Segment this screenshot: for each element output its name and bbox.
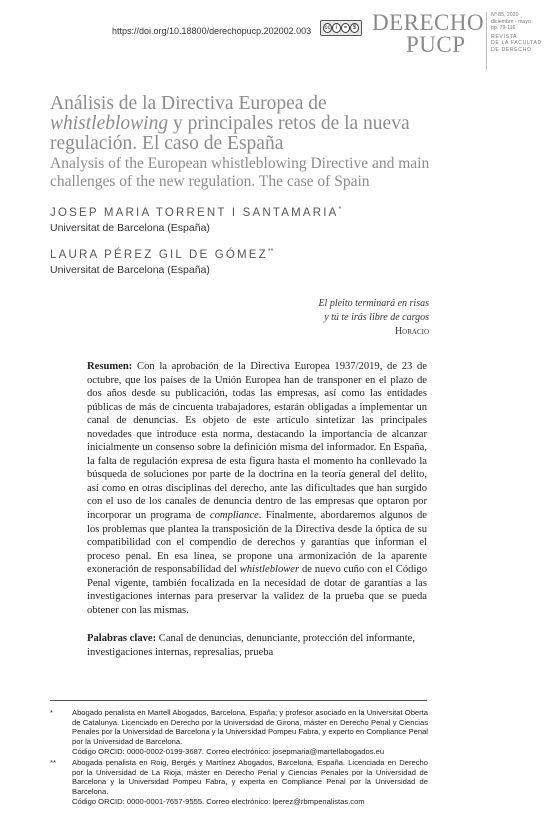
attribution-icon: i — [332, 23, 341, 33]
footnote-2: ** Abogada penalista en Roig, Bergés y Martínez Abogados, Barcelona, España. Licenciada en Derecho por la Universidad de La Rioja, máster en Derecho Penal y Ciencias Penales por la Universidad de Barcelona y la Universidad Pompeu Fabra, y experta en Compliance Penal por la Universidad de Barcelona. Código ORCID: 0000-0001-7657-9555. Correo electrónico: lperez@rbmpenalistas.com — [50, 758, 428, 806]
abstract-label: Resumen: — [87, 361, 133, 372]
footnote-ref-1[interactable]: * — [338, 206, 342, 213]
logo-line-1: DERECHO — [372, 10, 485, 35]
issue-pages: pp. 79-116 — [491, 25, 516, 32]
issue-number: N° 85, 2020 — [491, 12, 519, 18]
abstract: Resumen: Con la aprobación de la Directiva Europea 1937/2019, de 23 de octubre, que los países de la Unión Europea han de transponer en el plazo de dos años desde su publicación, todas las empresas, así como las entidades públicas de más de cincuenta trabajadores, estarán obligadas a implementar un canal de denuncias. Es objeto de este artículo sintetizar las principales novedades que introduce esta norma, destacando la importancia de alcanzar inicialmente un consenso sobre la definición misma del informador. En España, la falta de regulación expresa de esta figura hasta el momento ha conllevado la búsqueda de soluciones por parte de la doctrina en la teoría general del delito, así como en otras disciplinas del derecho, ante las dificultades que han surgido con el uso de los canales de denuncia dentro de las empresas que optaron por incorporar un programa de compliance. Finalmente, abordaremos algunos de los problemas que plantea la transposición de la Directiva desde la óptica de su compatibilidad con el compendio de derechos y garantías que informan el proceso penal. En esa línea, se propone una armonización de la aparente exoneración de responsabilidad del whistleblower de nuevo cuño con el Código Penal vigente, también focalizada en la necesidad de dotar de garantías a las investigaciones internas para preservar la validez de la prueba que se pueda obtener con las mismas. — [87, 361, 427, 616]
logo-divider — [486, 12, 487, 70]
author-1-name: JOSEP MARIA TORRENT I SANTAMARIA* — [50, 206, 342, 219]
journal-logo — [372, 12, 484, 56]
title-spanish: Análisis de la Directiva Europea de whistleblowing y principales retos de la nueva regulación. El caso de España — [50, 93, 410, 154]
issue-period: diciembre - mayo — [491, 18, 531, 25]
noderivs-icon: = — [341, 23, 350, 33]
title-english: Analysis of the European whistleblowing Directive and main challenges of the new regulation. The case of Spain — [50, 155, 430, 190]
faculty-name: REVISTA DE LA FACULTAD DE DERECHO — [491, 33, 542, 53]
title-italic-term: whistleblowing — [50, 113, 169, 134]
footnote-1-orcid: Código ORCID: 0000-0002-0199-3687. Correo electrónico: josepmaria@martellabogados.eu — [72, 746, 385, 756]
footnote-2-orcid: Código ORCID: 0000-0001-7657-9555. Correo electrónico: lperez@rbmpenalistas.com — [72, 796, 365, 806]
issue-info — [491, 12, 542, 54]
author-2-affiliation: Universitat de Barcelona (España) — [50, 264, 210, 276]
doi-link[interactable]: https://doi.org/10.18800/derechopucp.202002.003 — [112, 26, 312, 36]
cc-icon: cc — [324, 25, 331, 31]
logo-line-2: PUCP — [406, 32, 466, 57]
epigraph-line-1: El pleito terminará en risas — [318, 298, 429, 309]
epigraph — [318, 297, 429, 339]
author-1-affiliation: Universitat de Barcelona (España) — [50, 222, 210, 234]
footnote-divider — [50, 700, 427, 701]
creative-commons-license-icon[interactable] — [320, 20, 362, 36]
epigraph-line-2: y tú te irás libre de cargos — [324, 312, 429, 323]
footnote-ref-2[interactable]: ** — [267, 248, 274, 255]
author-2-name: LAURA PÉREZ GIL DE GÓMEZ** — [50, 248, 274, 261]
noncommercial-icon: $ — [350, 23, 359, 33]
footnote-1: * Abogado penalista en Martell Abogados, Barcelona, España; y profesor asociado en la Universitat Oberta de Catalunya. Licenciado en Derecho por la Universidad de Girona, máster en Derecho Penal y Ciencias Penales por la Universidad de Barcelona y la Universidad Pompeu Fabra, y experto en Compliance Penal por la Universidad de Barcelona. Código ORCID: 0000-0002-0199-3687. Correo electrónico: josepmaria@martellabogados.eu — [50, 708, 428, 756]
keywords: Palabras clave: Canal de denuncias, denunciante, protección del informante, investigaciones internas, represalias, prueba — [87, 633, 415, 658]
keywords-label: Palabras clave: — [87, 633, 157, 644]
epigraph-author: Horacio — [394, 326, 429, 337]
